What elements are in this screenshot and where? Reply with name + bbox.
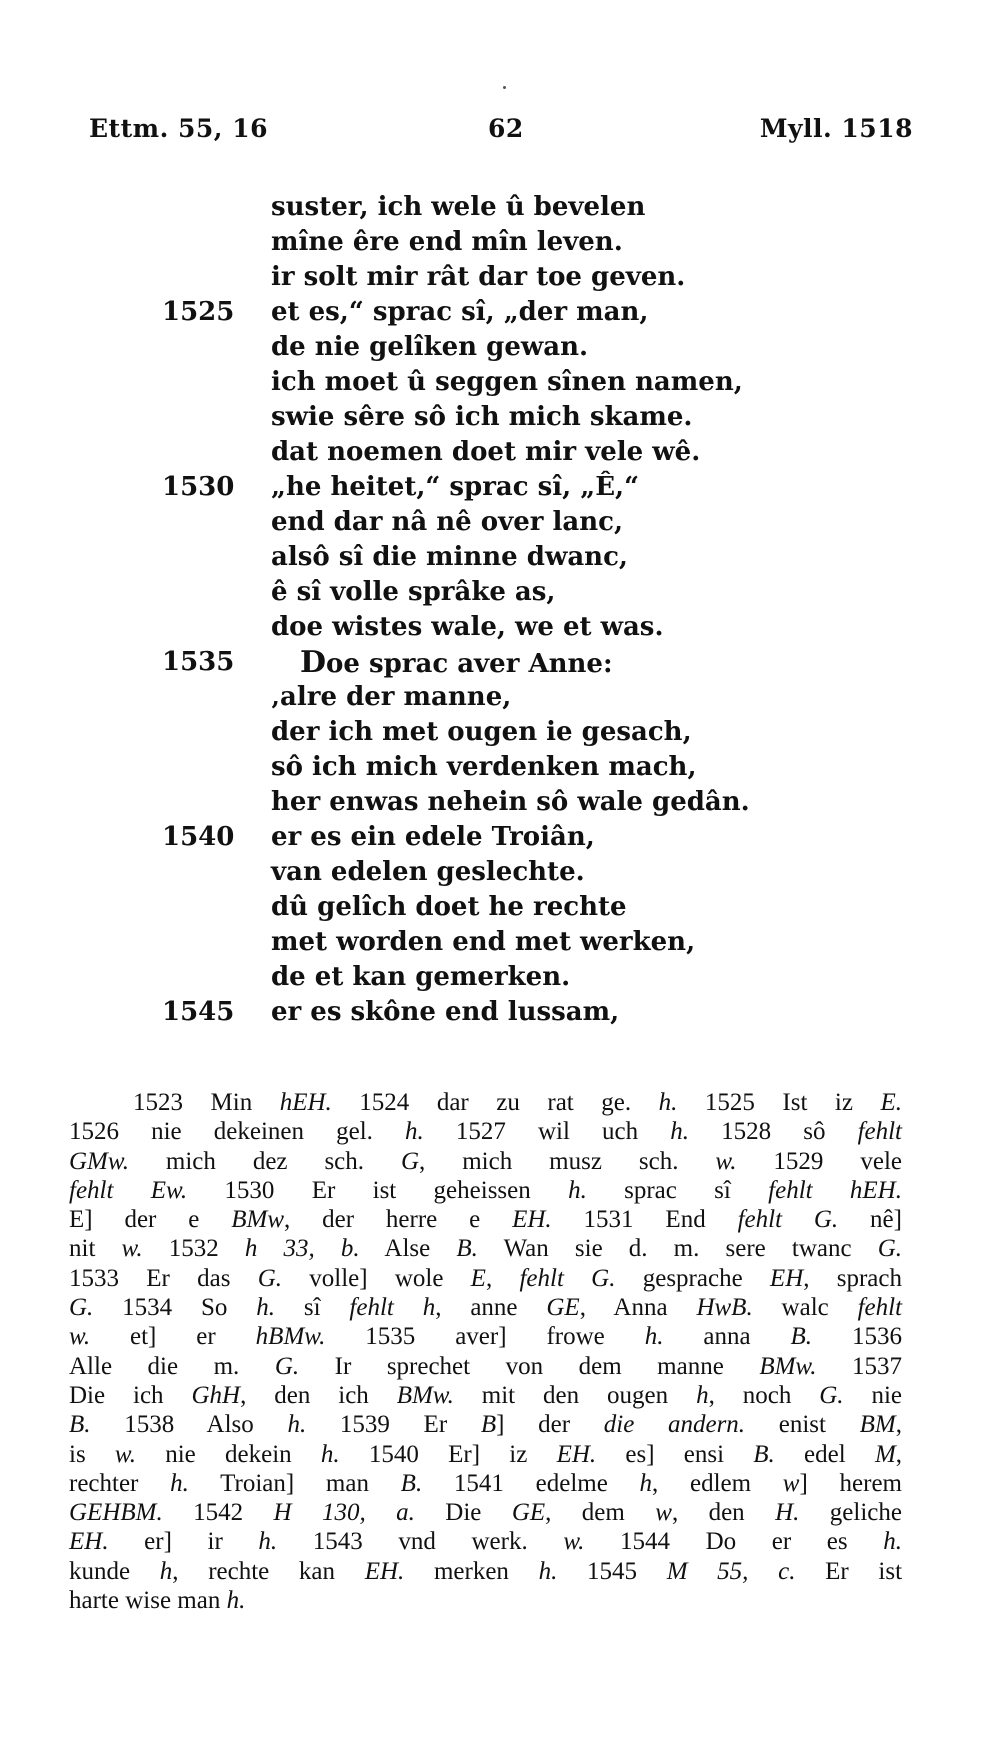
- verse-text-line: dû gelîch doet he rechte: [271, 892, 627, 922]
- page-number: 62: [488, 114, 524, 143]
- footnote-line: EH. er] ir h. 1543 vnd werk. w. 1544 Do er es h.: [69, 1528, 902, 1556]
- footnote-line: Die ich GhH, den ich BMw. mit den ougen h, noch G. nie: [69, 1381, 903, 1409]
- verse-text-line: van edelen geslechte.: [271, 857, 585, 887]
- scan-speck: [503, 86, 506, 89]
- footnote-line: Alle die m. G. Ir sprechet von dem manne BMw. 1537: [69, 1352, 903, 1380]
- verse-text-line: der ich met ougen ie gesach,: [271, 717, 692, 747]
- verse-text-line: swie sêre sô ich mich skame.: [271, 402, 693, 432]
- verse-line: [0, 995, 1000, 1030]
- verse-text-line: sô ich mich verdenken mach,: [271, 752, 697, 782]
- footnote-line: fehlt Ew. 1530 Er ist geheissen h. sprac sî fehlt hEH.: [69, 1176, 902, 1204]
- verse-text-line: ir solt mir rât dar toe geven.: [271, 262, 686, 292]
- verse-line: [0, 645, 1000, 680]
- verse-line: [0, 400, 1000, 435]
- footnote-line: GMw. mich dez sch. G, mich musz sch. w. 1529 vele: [69, 1147, 903, 1175]
- verse-text-line: ‚alre der manne,: [271, 682, 512, 712]
- verse-line: [0, 855, 1000, 890]
- verse-line: [0, 505, 1000, 540]
- footnote-line: is w. nie dekein h. 1540 Er] iz EH. es] ensi B. edel M,: [69, 1440, 903, 1468]
- footnote-line: GEHBM. 1542 H 130, a. Die GE, dem w, den H. geliche: [69, 1499, 902, 1527]
- running-head-left: Ettm. 55, 16: [89, 114, 268, 143]
- verse-text-line: Doe sprac aver Anne:: [300, 645, 613, 680]
- line-number: 1545: [162, 997, 235, 1027]
- verse-text-line: et es,“ sprac sî, „der man,: [271, 297, 649, 327]
- verse-line: [0, 540, 1000, 575]
- footnote-line: nit w. 1532 h 33, b. Alse B. Wan sie d. m. sere twanc G.: [69, 1235, 903, 1263]
- verse-line: [0, 925, 1000, 960]
- verse-line: [0, 750, 1000, 785]
- line-number: 1535: [162, 647, 235, 677]
- verse-line: [0, 890, 1000, 925]
- verse-line: [0, 435, 1000, 470]
- verse-text-line: ich moet û seggen sînen namen,: [271, 367, 743, 397]
- footnote-line: B. 1538 Also h. 1539 Er B] der die andern. enist BM,: [69, 1411, 903, 1439]
- verse-line: [0, 330, 1000, 365]
- footnote-line: 1523 Min hEH. 1524 dar zu rat ge. h. 1525 Ist iz E.: [133, 1089, 903, 1116]
- running-head-right: Myll. 1518: [759, 114, 913, 143]
- verse-line: [0, 715, 1000, 750]
- footnote-line: 1533 Er das G. volle] wole E, fehlt G. gesprache EH, sprach: [69, 1264, 902, 1292]
- verse-line: [0, 680, 1000, 715]
- verse-text-line: ê sî volle sprâke as,: [271, 577, 556, 607]
- verse-line: [0, 470, 1000, 505]
- verse-text-line: er es ein edele Troiân,: [271, 822, 595, 852]
- verse-text-line: dat noemen doet mir vele wê.: [271, 437, 701, 467]
- footnote-line: harte wise man h.: [69, 1587, 246, 1615]
- footnote-line: 1526 nie dekeinen gel. h. 1527 wil uch h. 1528 sô fehlt: [69, 1118, 902, 1146]
- verse-line: [0, 785, 1000, 820]
- verse-line: [0, 960, 1000, 995]
- line-number: 1530: [162, 472, 235, 502]
- critical-apparatus: [69, 1088, 902, 1615]
- verse-line: [0, 260, 1000, 295]
- verse-line: [0, 820, 1000, 855]
- verse-text-line: end dar nâ nê over lanc,: [271, 507, 624, 537]
- verse-text-line: alsô sî die minne dwanc,: [271, 542, 628, 572]
- verse-text-line: er es skône end lussam,: [271, 997, 620, 1027]
- verse-line: [0, 295, 1000, 330]
- verse-text-line: doe wistes wale, we et was.: [271, 612, 664, 642]
- verse-text-line: her enwas nehein sô wale gedân.: [271, 787, 750, 817]
- footnote-line: G. 1534 So h. sî fehlt h, anne GE, Anna HwB. walc fehlt: [69, 1294, 903, 1322]
- verse-line: [0, 225, 1000, 260]
- footnote-line: w. et] er hBMw. 1535 aver] frowe h. anna B. 1536: [69, 1323, 902, 1351]
- verse-text-line: de nie gelîken gewan.: [271, 332, 589, 362]
- verse-text-line: „he heitet,“ sprac sî, „Ê,“: [271, 472, 640, 502]
- verse-line: [0, 575, 1000, 610]
- verse-text-line: de et kan gemerken.: [271, 962, 571, 992]
- verse-text-line: mîne êre end mîn leven.: [271, 227, 623, 257]
- verse-text: [0, 190, 1000, 1030]
- footnote-line: kunde h, rechte kan EH. merken h. 1545 M 55, c. Er ist: [69, 1557, 903, 1585]
- verse-text-line: met worden end met werken,: [271, 927, 696, 957]
- verse-line: [0, 190, 1000, 225]
- verse-line: [0, 610, 1000, 645]
- verse-line: [0, 365, 1000, 400]
- footnote-line: E] der e BMw, der herre e EH. 1531 End fehlt G. nê]: [69, 1206, 902, 1234]
- verse-text-line: suster, ich wele û bevelen: [271, 192, 646, 222]
- footnote-line: rechter h. Troian] man B. 1541 edelme h, edlem w] herem: [69, 1469, 902, 1497]
- line-number: 1525: [162, 297, 235, 327]
- line-number: 1540: [162, 822, 235, 852]
